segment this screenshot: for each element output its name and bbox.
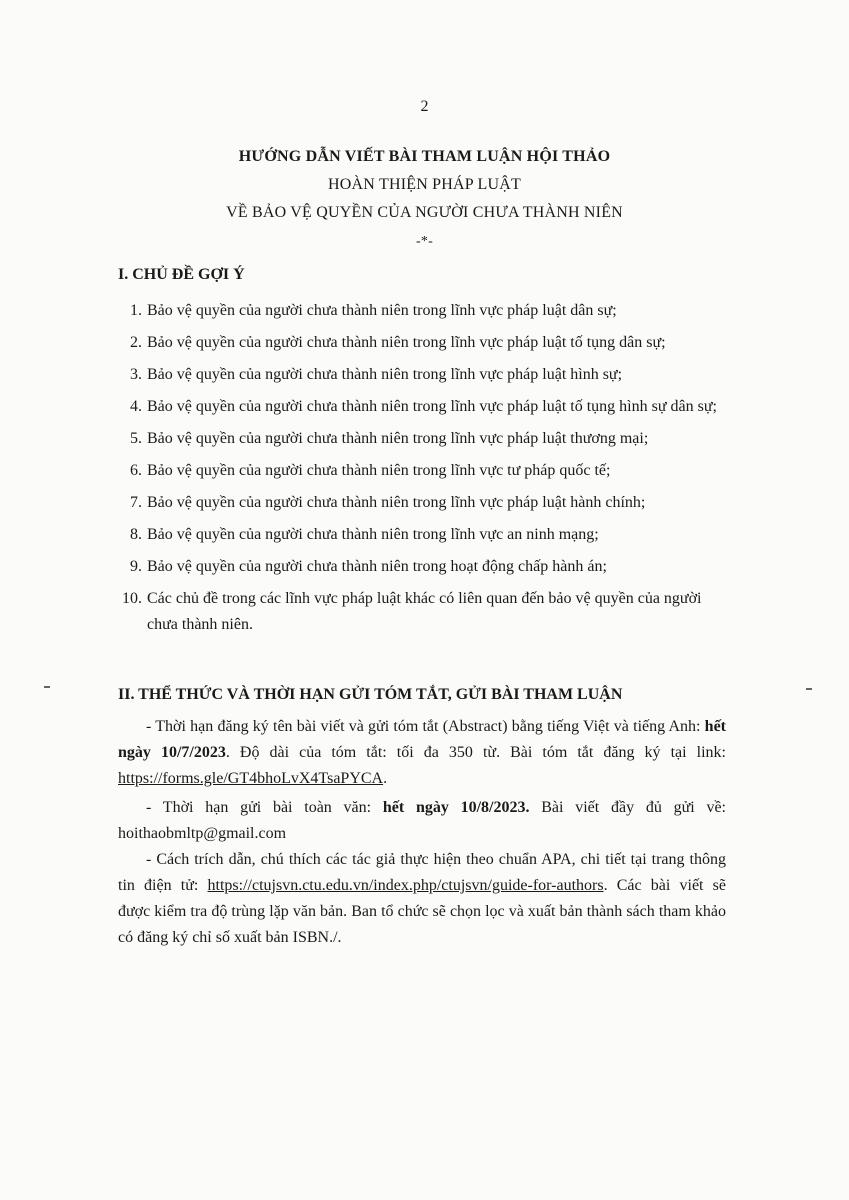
topic-item <box>118 586 733 638</box>
topic-text: Bảo vệ quyền của người chưa thành niên trong lĩnh vực tư pháp quốc tế; <box>147 462 611 479</box>
p1-text-c: . Độ dài của tóm tắt: tối đa 350 từ. Bài tóm tắt đăng ký tại link: <box>225 744 726 761</box>
topic-text: Bảo vệ quyền của người chưa thành niên trong lĩnh vực pháp luật hình sự; <box>147 366 623 383</box>
topic-number: 6. <box>130 462 142 479</box>
topic-text: Bảo vệ quyền của người chưa thành niên trong lĩnh vực pháp luật hành chính; <box>147 494 646 511</box>
scan-mark-left <box>44 686 50 688</box>
p3-text-b: . Các bài viết sẽ được kiểm tra độ trùng lặp văn bản. Ban tổ chức sẽ chọn lọc và xuất bản thành sách tham khảo có đăng ký chỉ số xuất bản ISBN./. <box>118 877 726 946</box>
topic-item <box>118 522 733 548</box>
topic-item <box>118 554 733 580</box>
document-title: HƯỚNG DẪN VIẾT BÀI THAM LUẬN HỘI THẢO <box>238 148 611 165</box>
topic-number: 10. <box>122 590 142 607</box>
topic-item <box>118 426 733 452</box>
topic-number: 7. <box>130 494 142 511</box>
document-subtitle-line-1: HOÀN THIỆN PHÁP LUẬT <box>328 176 521 193</box>
topic-text: Các chủ đề trong các lĩnh vực pháp luật khác có liên quan đến bảo vệ quyền của người chưa thành niên. <box>147 590 702 633</box>
p3-text-a: - Cách trích dẫn, chú thích các tác giả thực hiện theo chuẩn APA, chi tiết tại trang thông tin điện tử: <box>118 851 726 894</box>
suggested-topics-list <box>118 298 733 644</box>
abstract-form-link[interactable]: https://forms.gle/GT4bhoLvX4TsaPYCA <box>118 770 384 787</box>
topic-number: 3. <box>130 366 142 383</box>
p2-text-c: Bài viết đầy đủ gửi về: hoithaobmltp@gmail.com <box>118 799 727 842</box>
section-2-title: II. THỂ THỨC VÀ THỜI HẠN GỬI TÓM TẮT, GỬI BÀI THAM LUẬN <box>118 686 623 703</box>
p1-text-d: . <box>383 770 388 787</box>
topic-item <box>118 458 733 484</box>
abstract-deadline: hết ngày 10/7/2023 <box>118 718 726 761</box>
author-guide-link[interactable]: https://ctujsvn.ctu.edu.vn/index.php/ctujsvn/guide-for-authors <box>207 877 604 894</box>
citation-guide-paragraph <box>118 847 726 951</box>
topic-item <box>118 298 733 324</box>
topic-number: 1. <box>130 302 142 319</box>
p2-text-a: - Thời hạn gửi bài toàn văn: <box>146 799 383 816</box>
topic-number: 9. <box>130 558 142 575</box>
page-number: 2 <box>420 98 429 115</box>
topic-item <box>118 394 733 420</box>
topic-number: 5. <box>130 430 142 447</box>
document-subtitle-line-2: VỀ BẢO VỆ QUYỀN CỦA NGƯỜI CHƯA THÀNH NIÊN <box>226 204 623 221</box>
topic-text: Bảo vệ quyền của người chưa thành niên trong lĩnh vực pháp luật tố tụng dân sự; <box>147 334 666 351</box>
topic-number: 2. <box>130 334 142 351</box>
topic-item <box>118 362 733 388</box>
topic-text: Bảo vệ quyền của người chưa thành niên trong hoạt động chấp hành án; <box>147 558 607 575</box>
p1-text-a: - Thời hạn đăng ký tên bài viết và gửi tóm tắt (Abstract) bằng tiếng Việt và tiếng Anh: <box>146 718 705 735</box>
topic-item <box>118 330 733 356</box>
topic-text: Bảo vệ quyền của người chưa thành niên trong lĩnh vực pháp luật dân sự; <box>147 302 617 319</box>
topic-item <box>118 490 733 516</box>
topic-text: Bảo vệ quyền của người chưa thành niên trong lĩnh vực pháp luật tố tụng hình sự dân sự; <box>147 398 717 415</box>
fulltext-deadline: hết ngày 10/8/2023. <box>382 799 530 816</box>
topic-number: 8. <box>130 526 142 543</box>
topic-text: Bảo vệ quyền của người chưa thành niên trong lĩnh vực an ninh mạng; <box>147 526 599 543</box>
section-1-title: I. CHỦ ĐỀ GỢI Ý <box>118 266 245 283</box>
abstract-deadline-paragraph <box>118 714 726 792</box>
fulltext-deadline-paragraph <box>118 795 726 847</box>
scan-mark-right <box>806 688 812 690</box>
title-separator: -*- <box>416 234 433 249</box>
topic-number: 4. <box>130 398 142 415</box>
topic-text: Bảo vệ quyền của người chưa thành niên trong lĩnh vực pháp luật thương mại; <box>147 430 649 447</box>
